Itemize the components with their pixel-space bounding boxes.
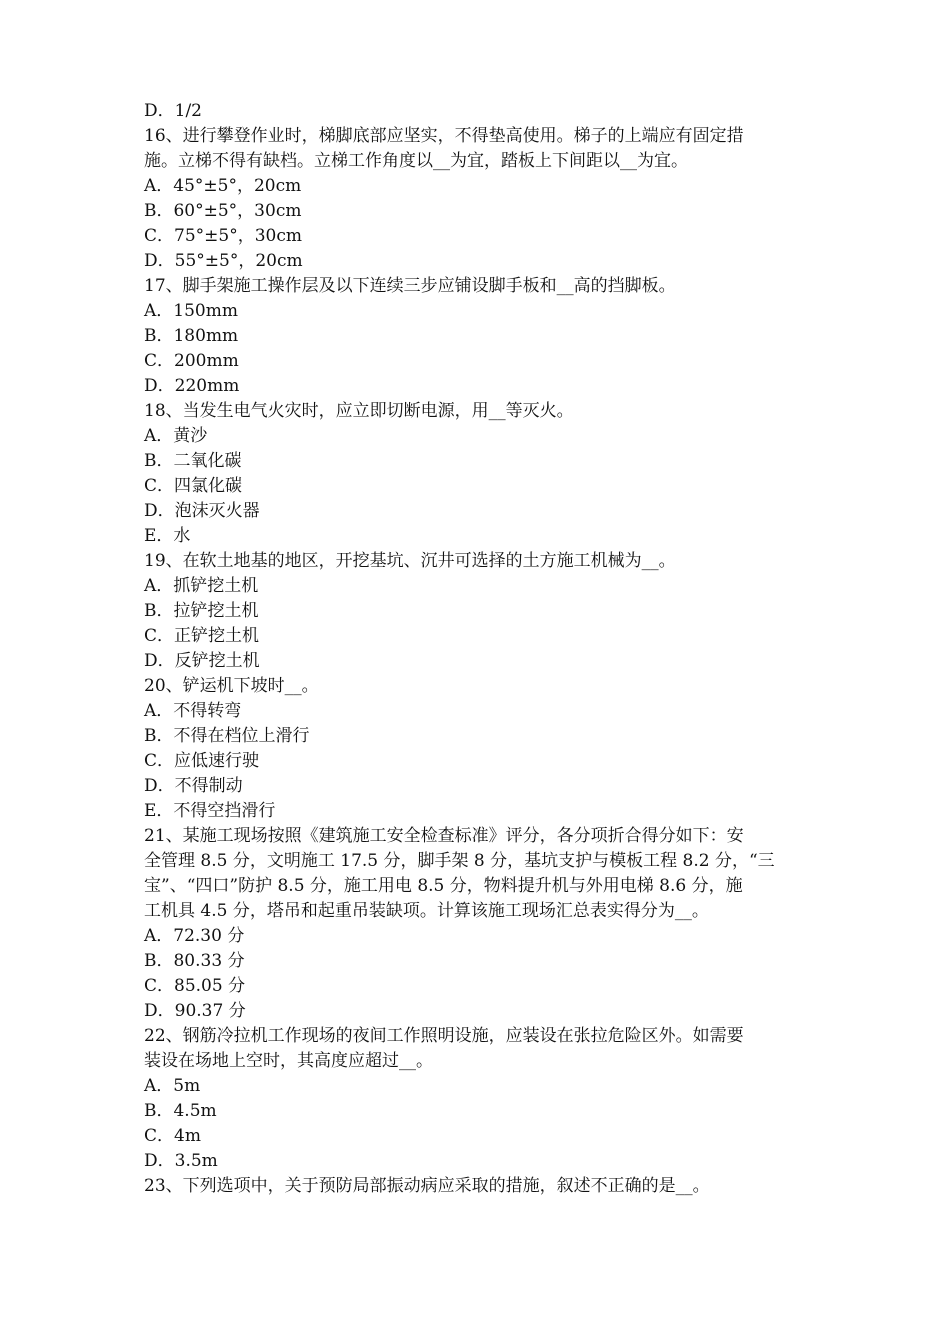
text-line: A．5m bbox=[144, 1076, 201, 1096]
text-line: 21、某施工现场按照《建筑施工安全检查标准》评分，各分项折合得分如下：安 bbox=[144, 826, 744, 846]
text-line: C．正铲挖土机 bbox=[144, 626, 260, 646]
text-line: A．黄沙 bbox=[144, 426, 208, 446]
text-line: 施。立梯不得有缺档。立梯工作角度以__为宜，踏板上下间距以__为宜。 bbox=[144, 151, 688, 171]
text-line: B．180mm bbox=[144, 326, 239, 346]
text-line: D．220mm bbox=[144, 376, 240, 396]
text-line: 宝”、“四口”防护 8.5 分，施工用电 8.5 分，物料提升机与外用电梯 8.6 分，施 bbox=[144, 876, 743, 896]
text-line: 19、在软土地基的地区，开挖基坑、沉井可选择的土方施工机械为__。 bbox=[144, 551, 676, 571]
text-line: D．泡沫灭火器 bbox=[144, 501, 260, 521]
text-line: C．200mm bbox=[144, 351, 239, 371]
text-line: A．72.30 分 bbox=[144, 926, 245, 946]
text-line: C．应低速行驶 bbox=[144, 751, 260, 771]
text-line: 22、钢筋冷拉机工作现场的夜间工作照明设施，应装设在张拉危险区外。如需要 bbox=[144, 1026, 744, 1046]
text-line: A．150mm bbox=[144, 301, 238, 321]
text-line: D．90.37 分 bbox=[144, 1001, 246, 1021]
text-line: 20、铲运机下坡时__。 bbox=[144, 676, 319, 696]
text-line: C．75°±5°，30cm bbox=[144, 226, 302, 246]
text-line: A．抓铲挖土机 bbox=[144, 576, 259, 596]
text-line: D．1/2 bbox=[144, 101, 202, 121]
text-line: C．四氯化碳 bbox=[144, 476, 243, 496]
text-line: D．不得制动 bbox=[144, 776, 243, 796]
text-line: D．反铲挖土机 bbox=[144, 651, 260, 671]
text-line: 17、脚手架施工操作层及以下连续三步应铺设脚手板和__高的挡脚板。 bbox=[144, 276, 676, 296]
text-line: D．3.5m bbox=[144, 1151, 218, 1171]
text-line: A．45°±5°，20cm bbox=[144, 176, 302, 196]
text-line: B．二氧化碳 bbox=[144, 451, 242, 471]
text-line: B．60°±5°，30cm bbox=[144, 201, 302, 221]
text-line: C．4m bbox=[144, 1126, 201, 1146]
text-line: B．不得在档位上滑行 bbox=[144, 726, 310, 746]
text-line: B．4.5m bbox=[144, 1101, 217, 1121]
text-line: E．不得空挡滑行 bbox=[144, 801, 276, 821]
text-line: 装设在场地上空时，其高度应超过__。 bbox=[144, 1051, 433, 1071]
text-line: C．85.05 分 bbox=[144, 976, 246, 996]
text-line: E．水 bbox=[144, 526, 191, 546]
text-line: B．80.33 分 bbox=[144, 951, 245, 971]
text-line: D．55°±5°，20cm bbox=[144, 251, 303, 271]
text-line: 工机具 4.5 分，塔吊和起重吊装缺项。计算该施工现场汇总表实得分为__。 bbox=[144, 901, 709, 921]
text-line: B．拉铲挖土机 bbox=[144, 601, 259, 621]
text-line: A．不得转弯 bbox=[144, 701, 242, 721]
text-line: 23、下列选项中，关于预防局部振动病应采取的措施，叙述不正确的是__。 bbox=[144, 1176, 710, 1196]
document-body bbox=[144, 99, 824, 1199]
text-line: 18、当发生电气火灾时，应立即切断电源，用__等灭火。 bbox=[144, 401, 574, 421]
text-line: 16、进行攀登作业时，梯脚底部应坚实，不得垫高使用。梯子的上端应有固定措 bbox=[144, 126, 744, 146]
text-line: 全管理 8.5 分，文明施工 17.5 分，脚手架 8 分，基坑支护与模板工程 8.2 分，“三 bbox=[144, 851, 775, 871]
